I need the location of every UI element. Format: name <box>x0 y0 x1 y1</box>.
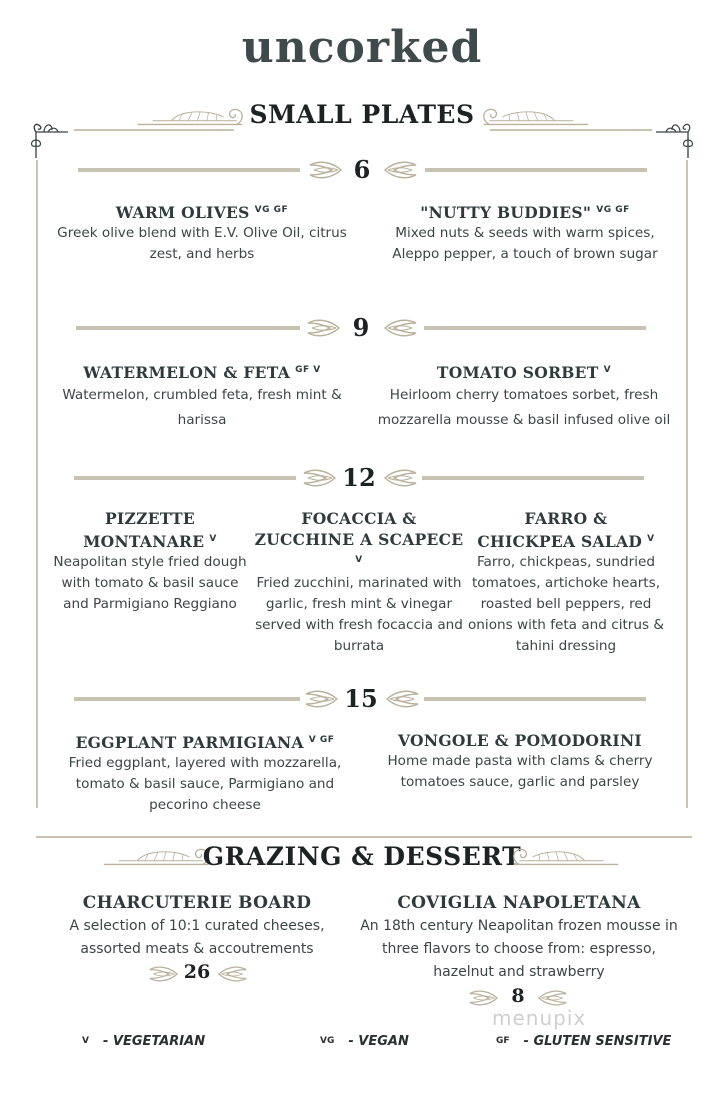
legend-code: V <box>82 1036 89 1046</box>
item-name: "NUTTY BUDDIES" <box>420 203 592 222</box>
section-title-small-plates: SMALL PLATES <box>249 100 475 129</box>
item-tags: GF V <box>295 365 321 375</box>
legend-vegan <box>320 1034 409 1049</box>
price-value: 6 <box>353 155 371 184</box>
legend-code: GF <box>496 1036 510 1046</box>
item-description: Watermelon, crumbled feta, fresh mint & harissa <box>62 387 342 428</box>
item-tags: VG GF <box>596 205 630 215</box>
menu-item <box>370 200 680 265</box>
leaf-right-icon <box>218 964 248 984</box>
menu-item <box>356 892 682 984</box>
item-tags: V GF <box>308 735 335 745</box>
item-tags: VG GF <box>254 205 289 215</box>
item-tags: V <box>603 365 612 375</box>
leaf-right-icon <box>384 317 418 339</box>
item-description: Farro, chickpeas, sundried tomatoes, artichoke hearts, roasted bell peppers, red onions with feta and citrus & tahini dressing <box>467 554 665 654</box>
legend-gluten-sensitive <box>496 1034 671 1049</box>
item-description: Heirloom cherry tomatoes sorbet, fresh mozzarella mousse & basil infused olive oil <box>377 387 671 428</box>
frame-divider <box>36 836 692 838</box>
price-value: 12 <box>342 463 376 492</box>
item-description: A selection of 10:1 curated cheeses, assorted meats & accoutrements <box>69 918 325 957</box>
frame-top-right <box>490 129 652 131</box>
item-name: COVIGLIA NAPOLETANA <box>397 893 641 913</box>
item-name: FARRO & CHICKPEA SALAD <box>477 509 643 551</box>
price-divider-6 <box>0 155 724 185</box>
legend-label: - GLUTEN SENSITIVE <box>523 1034 672 1049</box>
price-value: 26 <box>183 961 211 983</box>
leaf-right-icon <box>386 688 420 710</box>
menu-item <box>370 730 670 793</box>
menu-item <box>52 730 358 816</box>
menu-item <box>366 360 682 433</box>
legend-vegetarian <box>82 1034 205 1049</box>
item-description: Home made pasta with clams & cherry tomatoes sauce, garlic and parsley <box>387 753 653 790</box>
item-description: Neapolitan style fried dough with tomato & basil sauce and Parmigiano Reggiano <box>53 554 247 612</box>
menu-item <box>50 892 344 961</box>
item-description: Fried zucchini, marinated with garlic, fresh mint & vinegar served with fresh focaccia and burrata <box>255 575 463 654</box>
section-title-grazing: GRAZING & DESSERT <box>202 842 522 871</box>
price-divider-12 <box>0 463 724 493</box>
leaf-right-icon <box>538 988 568 1008</box>
price-value: 15 <box>344 684 378 713</box>
item-name: TOMATO SORBET <box>436 363 599 382</box>
price-value: 9 <box>352 313 370 342</box>
item-name: VONGOLE & POMODORINI <box>398 731 642 750</box>
item-name: EGGPLANT PARMIGIANA <box>75 733 304 752</box>
item-description: Mixed nuts & seeds with warm spices, Aleppo pepper, a touch of brown sugar <box>392 225 658 262</box>
item-tags: V <box>209 534 217 544</box>
item-name: FOCACCIA & ZUCCHINE A SCAPECE <box>254 509 464 549</box>
menu-item <box>46 360 358 433</box>
legend-label: - VEGAN <box>348 1034 409 1049</box>
price-divider-15 <box>0 684 724 714</box>
item-name: CHARCUTERIE BOARD <box>82 893 312 913</box>
menu-item <box>254 508 464 657</box>
item-name: WARM OLIVES <box>115 203 250 222</box>
menu-item <box>40 200 364 265</box>
menu-item <box>462 508 670 657</box>
menu-item <box>48 508 252 615</box>
item-description: An 18th century Neapolitan frozen mousse in three flavors to choose from: espresso, hazelnut and strawberry <box>360 918 678 980</box>
item-description: Fried eggplant, layered with mozzarella, tomato & basil sauce, Parmigiano and pecorino cheese <box>68 755 342 813</box>
item-tags: V <box>647 534 655 544</box>
price-badge-26 <box>148 961 248 987</box>
item-name: PIZZETTE MONTANARE <box>83 509 205 551</box>
leaf-right-icon <box>384 159 418 181</box>
frame-top-left <box>74 129 234 131</box>
brand-logo: uncorked <box>241 22 483 73</box>
watermark: menupix <box>492 1006 587 1030</box>
item-tags: V <box>355 555 363 565</box>
item-name: WATERMELON & FETA <box>83 363 291 382</box>
heading-flourish-right-icon <box>480 105 592 129</box>
item-description: Greek olive blend with E.V. Olive Oil, citrus zest, and herbs <box>57 225 347 262</box>
leaf-right-icon <box>384 467 418 489</box>
legend-code: VG <box>320 1036 335 1046</box>
heading-flourish-right-icon <box>510 845 622 869</box>
price-value: 8 <box>511 985 525 1007</box>
legend-label: - VEGETARIAN <box>102 1034 206 1049</box>
price-divider-9 <box>0 313 724 343</box>
